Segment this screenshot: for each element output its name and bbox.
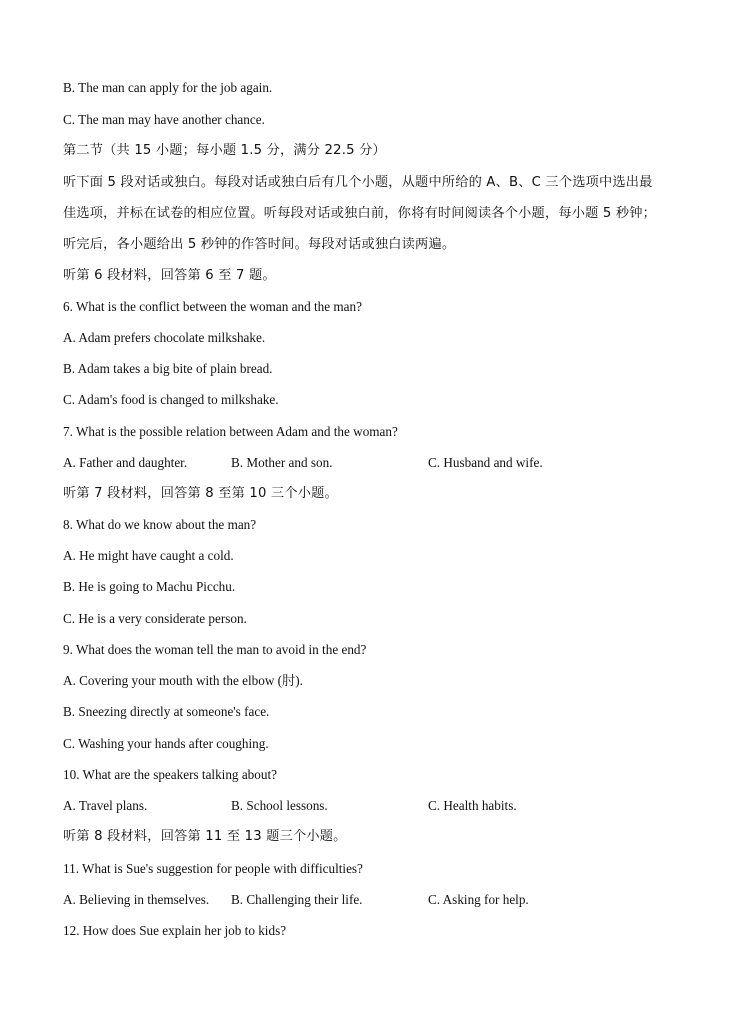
- instructions-line-1: 听下面 5 段对话或独白。每段对话或独白后有几个小题，从题中所给的 A、B、C 三个选项中选出最: [63, 175, 653, 190]
- q11-option-c: C. Asking for help.: [428, 892, 529, 907]
- question-9: 9. What does the woman tell the man to avoid in the end?: [63, 642, 367, 657]
- q10-option-c: C. Health habits.: [428, 798, 517, 813]
- q7-option-b: B. Mother and son.: [231, 455, 333, 470]
- q11-option-b: B. Challenging their life.: [231, 892, 363, 907]
- q5-option-c: C. The man may have another chance.: [63, 112, 265, 127]
- q9-option-a: A. Covering your mouth with the elbow (肘).: [63, 673, 303, 688]
- q11-option-a: A. Believing in themselves.: [63, 892, 210, 907]
- q6-option-c: C. Adam's food is changed to milkshake.: [63, 392, 279, 407]
- q8-option-b: B. He is going to Machu Picchu.: [63, 579, 236, 594]
- question-12: 12. How does Sue explain her job to kids?: [63, 923, 287, 938]
- q10-option-a: A. Travel plans.: [63, 798, 148, 813]
- instructions-line-3: 听完后，各小题给出 5 秒钟的作答时间。每段对话或独白读两遍。: [63, 237, 456, 252]
- q8-option-c: C. He is a very considerate person.: [63, 611, 247, 626]
- q9-option-c: C. Washing your hands after coughing.: [63, 736, 269, 751]
- q5-option-b: B. The man can apply for the job again.: [63, 80, 273, 95]
- q7-option-a: A. Father and daughter.: [63, 455, 188, 470]
- q8-option-a: A. He might have caught a cold.: [63, 548, 234, 563]
- question-11: 11. What is Sue's suggestion for people with difficulties?: [63, 861, 363, 876]
- q9-option-b: B. Sneezing directly at someone's face.: [63, 704, 270, 719]
- section-heading: 第二节（共 15 小题；每小题 1.5 分，满分 22.5 分）: [63, 143, 386, 158]
- question-10: 10. What are the speakers talking about?: [63, 767, 277, 782]
- material-8-heading: 听第 8 段材料，回答第 11 至 13 题三个小题。: [63, 829, 347, 844]
- question-6: 6. What is the conflict between the woman and the man?: [63, 299, 362, 314]
- question-8: 8. What do we know about the man?: [63, 517, 257, 532]
- q10-option-b: B. School lessons.: [231, 798, 328, 813]
- question-7: 7. What is the possible relation between Adam and the woman?: [63, 424, 398, 439]
- q7-option-c: C. Husband and wife.: [428, 455, 543, 470]
- instructions-line-2: 佳选项，并标在试卷的相应位置。听每段对话或独白前，你将有时间阅读各个小题，每小题 5 秒钟；: [63, 206, 657, 221]
- q6-option-b: B. Adam takes a big bite of plain bread.: [63, 361, 273, 376]
- material-6-heading: 听第 6 段材料，回答第 6 至 7 题。: [63, 268, 276, 283]
- material-7-heading: 听第 7 段材料，回答第 8 至第 10 三个小题。: [63, 486, 338, 501]
- q6-option-a: A. Adam prefers chocolate milkshake.: [63, 330, 266, 345]
